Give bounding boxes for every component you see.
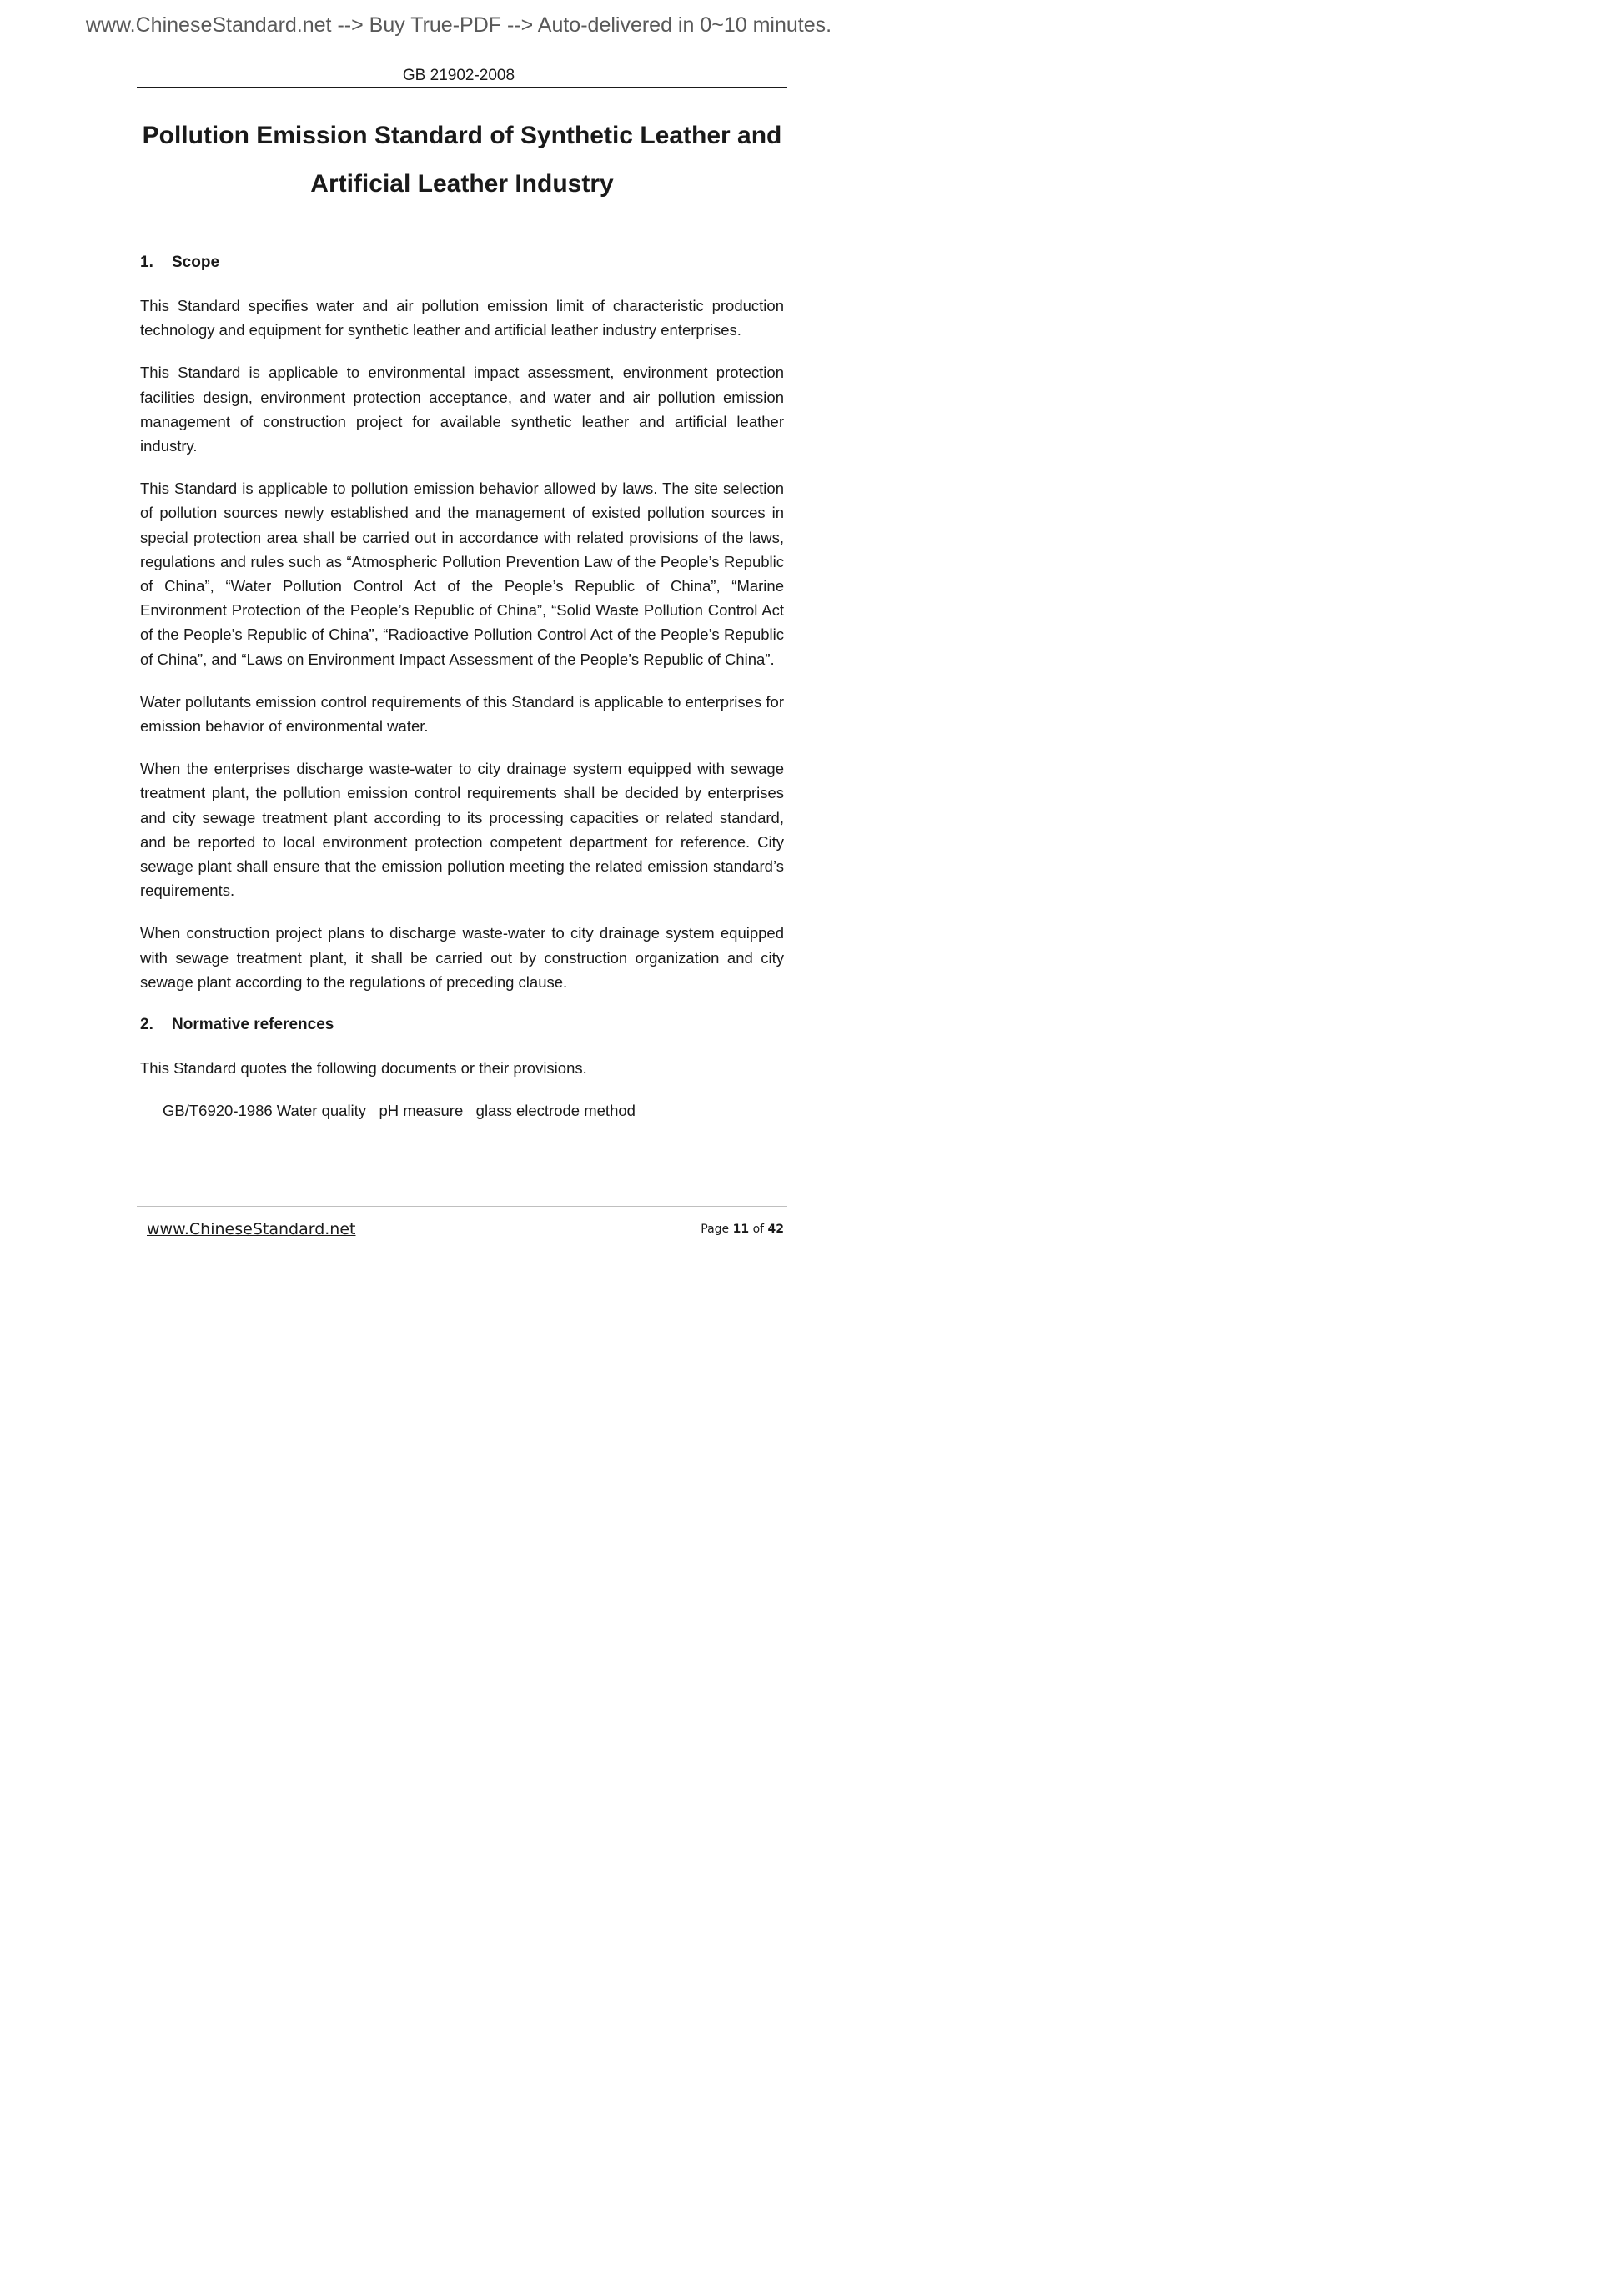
paragraph: When the enterprises discharge waste-water to city drainage system equipped with sewage treatment plant, the pollution emission control requirements shall be decided by enterprises and city sewage treatment plant according to its processing capacities or related standard, and be reported to local environment protection competent department for reference. City sewage plant shall ensure that the emission pollution meeting the related emission standard’s requirements. — [140, 760, 784, 900]
header-divider — [137, 87, 787, 88]
paragraph: Water pollutants emission control requirements of this Standard is applicable to enterprises for emission behavior of environmental water. — [140, 692, 784, 736]
section-number: 2. — [140, 1016, 153, 1034]
paragraph: This Standard is applicable to environmental impact assessment, environment protection facilities design, environment protection acceptance, and water and air pollution emission management of construction project for available synthetic leather and artificial leather industry. — [140, 364, 784, 455]
page-total: 42 — [767, 1223, 784, 1236]
section-heading-normative-references — [140, 1012, 784, 1037]
section-title: Normative references — [172, 1016, 334, 1034]
footer-divider — [137, 1206, 787, 1207]
section-number: 1. — [140, 254, 153, 271]
paragraph: When construction project plans to discharge waste-water to city drainage system equipped with sewage treatment plant, it shall be carried out by construction organization and city sewage plant according to the regulations of preceding clause. — [140, 924, 784, 991]
section-heading-scope — [140, 250, 784, 275]
reference-item: GB/T6920-1986 Water quality pH measure glass electrode method — [163, 1102, 636, 1120]
header-banner: www.ChineseStandard.net --> Buy True-PDF --> Auto-delivered in 0~10 minutes. — [85, 13, 832, 37]
page-current: 11 — [732, 1223, 750, 1236]
title-line-1: Pollution Emission Standard of Synthetic Leather and — [142, 122, 782, 149]
document-body — [140, 250, 784, 1123]
page-label: Page — [701, 1223, 730, 1236]
paragraph: This Standard specifies water and air pollution emission limit of characteristic production technology and equipment for synthetic leather and artificial leather industry enterprises. — [140, 297, 784, 339]
footer-website-link[interactable]: www.ChineseStandard.net — [147, 1220, 356, 1238]
title-line-2: Artificial Leather Industry — [310, 170, 614, 198]
page-of-label: of — [752, 1223, 765, 1236]
document-title — [125, 112, 799, 208]
section-title: Scope — [172, 254, 220, 271]
document-number: GB 21902-2008 — [402, 67, 515, 84]
page-number — [676, 1223, 784, 1236]
paragraph: This Standard quotes the following documents or their provisions. — [140, 1059, 587, 1078]
paragraph: This Standard is applicable to pollution emission behavior allowed by laws. The site selection of pollution sources newly established and the management of existed pollution sources in special protection area shall be carried out in accordance with related provisions of the laws, regulations and rules such as “Atmospheric Pollution Prevention Law of the People’s Republic of China”, “Water Pollution Control Act of the People’s Republic of China”, “Marine Environment Protection of the People’s Republic of China”, “Solid Waste Pollution Control Act of the People’s Republic of China”, “Radioactive Pollution Control Act of the People’s Republic of China”, and “Laws on Environment Impact Assessment of the People’s Republic of China”. — [140, 480, 784, 668]
